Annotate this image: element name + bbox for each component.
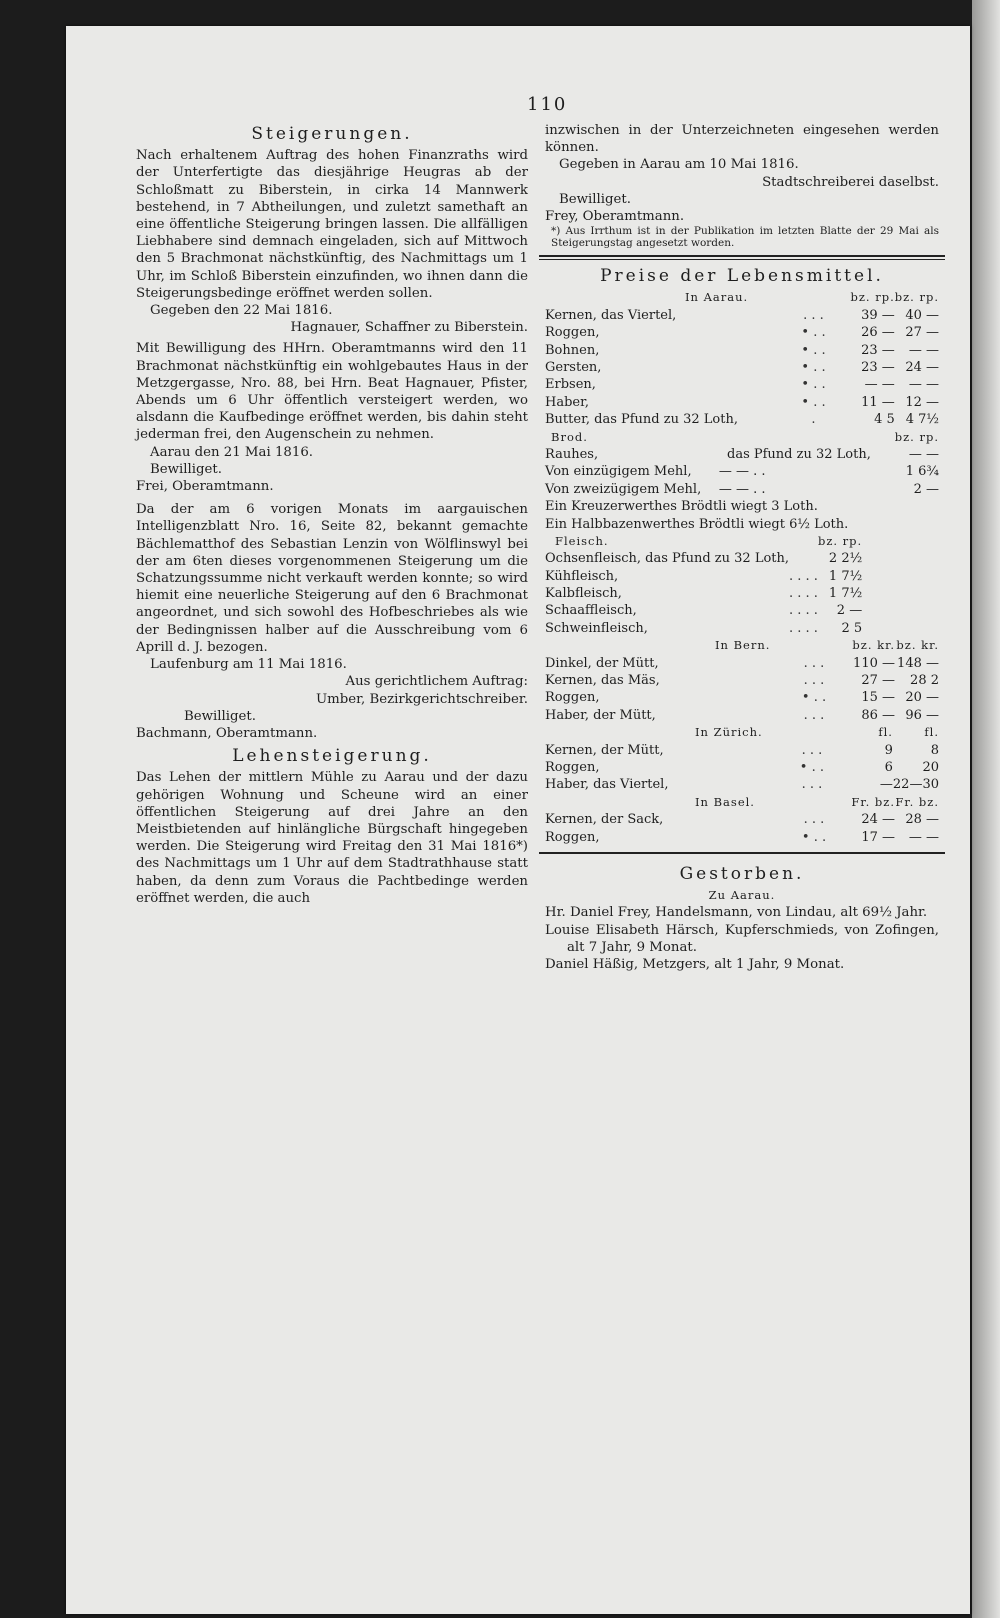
table-row: Schweinfleisch, . . . . 2 5 <box>545 620 863 636</box>
brod-weight-halbbatzen: Ein Halbbazenwerthes Brödtli wiegt 6½ Loth. <box>545 516 849 532</box>
notice-muehle-approved: Bewilliget. <box>559 191 631 207</box>
table-row: Erbsen, • . . — — — — <box>545 377 939 393</box>
list-item: Daniel Häßig, Metzgers, alt 1 Jahr, 9 Monat. <box>545 957 845 973</box>
prices-fleisch-table <box>545 533 862 637</box>
table-row: Haber, das Viertel, . . . — 22—30 <box>545 777 939 793</box>
prices-fleisch-header: bz. rp. <box>817 533 863 548</box>
table-row: Roggen, • . . 17 — — — <box>545 829 939 845</box>
notice-muehle-signature: Stadtschreiberei daselbst. <box>762 174 939 190</box>
table-row: Kernen, das Mäs, . . . 27 — 28 2 <box>545 672 939 688</box>
prices-brod-header: bz. rp. <box>894 429 939 444</box>
table-row: Roggen, • . . 26 — 27 — <box>545 325 939 341</box>
notice-heugras-signature: Hagnauer, Schaffner zu Biberstein. <box>290 320 528 336</box>
notice-muehle-continuation: inzwischen in der Unterzeichneten eingesehen werden können. <box>545 123 939 156</box>
table-row: Ochsenfleisch, das Pfund zu 32 Loth, 2 2½ <box>545 551 863 567</box>
table-row: Kalbfleisch, . . . . 1 7½ <box>545 585 863 601</box>
prices-zurich-header-1: fl. <box>878 725 893 740</box>
notice-muehle-date: Gegeben in Aarau am 10 Mai 1816. <box>559 157 799 173</box>
deaths-list <box>545 904 939 973</box>
section-title-lehensteigerung: Lehensteigerung. <box>232 746 432 767</box>
adjacent-page-edge <box>972 0 1000 1618</box>
prices-bern-label: In Bern. <box>715 638 771 653</box>
section-divider <box>539 852 945 854</box>
table-row: Haber, • . . 11 — 12 — <box>545 394 939 410</box>
table-row: Kernen, der Mütt, . . . 9 8 <box>545 742 939 758</box>
notice-heugras: Nach erhaltenem Auftrag des hohen Finanzraths wird der Unterfertigte das diesjährige Heugras ab der Schloßmatt zu Biberstein, in cirka 14 Mannwerk bestehend, in 7 Abtheilungen, und zuletzt samethaft an eine öffentliche Steigerung bringen lassen. Die allfälligen Liebhabere sind demnach eingeladen, sich auf Mittwoch den 5 Brachmonat nächstkünftig, des Nachmittags um 1 Uhr, im Schloß Biberstein einzufinden, wo ihnen dann die Steigerungsbedinge eröffnet werden sollen. <box>136 148 528 301</box>
table-row: Von zweizügigem Mehl, — — . . 2 — <box>545 481 939 497</box>
prices-bern-header-1: bz. kr. <box>852 638 895 653</box>
brod-weight-kreuzer: Ein Kreuzerwerthes Brödtli wiegt 3 Loth. <box>545 499 818 515</box>
table-row: Roggen, • . . 15 — 20 — <box>545 690 939 706</box>
section-title-preise: Preise der Lebensmittel. <box>600 266 884 287</box>
table-row: Kernen, das Viertel, . . . 39 — 40 — <box>545 307 939 323</box>
table-row: Von einzügigem Mehl, — — . . 1 6¾ <box>545 464 939 480</box>
prices-bern-header-2: bz. kr. <box>896 638 939 653</box>
notice-house-sale-approved: Bewilliget. <box>150 461 222 477</box>
prices-basel-header-1: Fr. bz. <box>851 794 895 809</box>
deaths-place: Zu Aarau. <box>708 888 776 903</box>
table-row: Kernen, der Sack, . . . 24 — 28 — <box>545 812 939 828</box>
footnote: *) Aus Irrthum ist in der Publikation im letzten Blatte der 29 Mai als Steigerungstag angesetzt worden. <box>551 225 939 250</box>
notice-baechlematthof-signature: Umber, Bezirkgerichtschreiber. <box>315 691 528 707</box>
prices-aarau-header-2: bz. rp. <box>894 290 939 305</box>
prices-basel-table <box>545 794 939 846</box>
notice-house-sale-date: Aarau den 21 Mai 1816. <box>150 444 314 460</box>
list-item: Louise Elisabeth Härsch, Kupferschmieds, von Zofingen, alt 7 Jahr, 9 Monat. <box>545 922 939 955</box>
notice-house-sale-signature: Frei, Oberamtmann. <box>136 479 274 495</box>
notice-baechlematthof-signature2: Bachmann, Oberamtmann. <box>136 725 318 741</box>
prices-aarau-header-1: bz. rp. <box>850 290 895 305</box>
page-number: 110 <box>527 94 568 115</box>
left-column <box>136 122 528 907</box>
prices-zurich-label: In Zürich. <box>695 725 763 740</box>
notice-baechlematthof-date: Laufenburg am 11 Mai 1816. <box>150 657 347 673</box>
table-row: Bohnen, • . . 23 — — — <box>545 342 939 358</box>
notice-baechlematthof-approved: Bewilliget. <box>184 708 256 724</box>
table-row: Kühfleisch, . . . . 1 7½ <box>545 568 863 584</box>
notice-baechlematthof-mandate: Aus gerichtlichem Auftrag: <box>345 674 528 690</box>
section-title-steigerungen: Steigerungen. <box>251 124 413 144</box>
table-row: Schaaffleisch, . . . . 2 — <box>545 603 863 619</box>
table-row: Butter, das Pfund zu 32 Loth, . 4 5 4 7½ <box>545 412 939 428</box>
notice-house-sale: Mit Bewilligung des HHrn. Oberamtmanns wird den 11 Brachmonat nächstkünftig ein wohlgebautes Haus in der Metzgergasse, Nro. 88, bei Hrn. Beat Hagnauer, Pfister, Abends um 6 Uhr öffentlich versteigert werden, wo alsdann die Kaufbedinge eröffnet werden, bis dahin steht jederman frei, den Augenschein zu nehmen. <box>136 341 528 443</box>
list-item: Hr. Daniel Frey, Handelsmann, von Lindau, alt 69½ Jahr. <box>545 905 928 921</box>
notice-heugras-date: Gegeben den 22 Mai 1816. <box>150 303 333 319</box>
prices-aarau-label: In Aarau. <box>685 290 749 305</box>
table-row: Gersten, • . . 23 — 24 — <box>545 360 939 376</box>
prices-basel-label: In Basel. <box>695 794 755 809</box>
notice-muehle-lease: Das Lehen der mittlern Mühle zu Aarau und der dazu gehörigen Wohnung und Scheune wird an einer öffentlichen Steigerung auf drei Jahre an den Meistbietenden auf hinlängliche Bürgschaft hingegeben werden. Die Steigerung wird Freitag den 31 Mai 1816*) des Nachmittags um 1 Uhr auf dem Stadtrathhause statt haben, da denn zum Voraus die Pachtbedinge werden eröffnet werden, die auch <box>136 770 528 906</box>
notice-baechlematthof: Da der am 6 vorigen Monats im aargauischen Intelligenzblatt Nro. 16, Seite 82, bekannt gemachte Bächlematthof des Sebastian Lenzin von Wölflinswyl bei der am 6ten dieses vorgenommenen Steigerung um die Schatzungssumme nicht verkauft werden konnte; so wird hiemit eine neuerliche Steigerung auf den 6 Brachmonat angeordnet, und sich sowohl des Hofbeschriebes als wie der Bedingnissen halber auf die Ausschreibung vom 6 Aprill d. J. bezogen. <box>136 502 528 655</box>
table-row: Haber, der Mütt, . . . 86 — 96 — <box>545 707 939 723</box>
prices-zurich-table <box>545 724 939 794</box>
table-row: Rauhes, das Pfund zu 32 Loth, — — <box>545 447 939 463</box>
notice-muehle-signature2: Frey, Oberamtmann. <box>545 209 685 225</box>
right-column <box>545 122 939 973</box>
prices-brod-table <box>545 429 939 499</box>
section-divider <box>539 255 945 260</box>
prices-brod-label: Brod. <box>551 429 588 444</box>
table-row: Roggen, • . . 6 20 <box>545 759 939 775</box>
prices-basel-header-2: Fr. bz. <box>895 794 939 809</box>
prices-fleisch-label: Fleisch. <box>555 533 609 548</box>
section-title-gestorben: Gestorben. <box>679 864 805 885</box>
prices-bern-table <box>545 637 939 724</box>
table-row: Dinkel, der Mütt, . . . 110 — 148 — <box>545 655 939 671</box>
prices-zurich-header-2: fl. <box>924 725 939 740</box>
prices-aarau-table <box>545 289 939 428</box>
